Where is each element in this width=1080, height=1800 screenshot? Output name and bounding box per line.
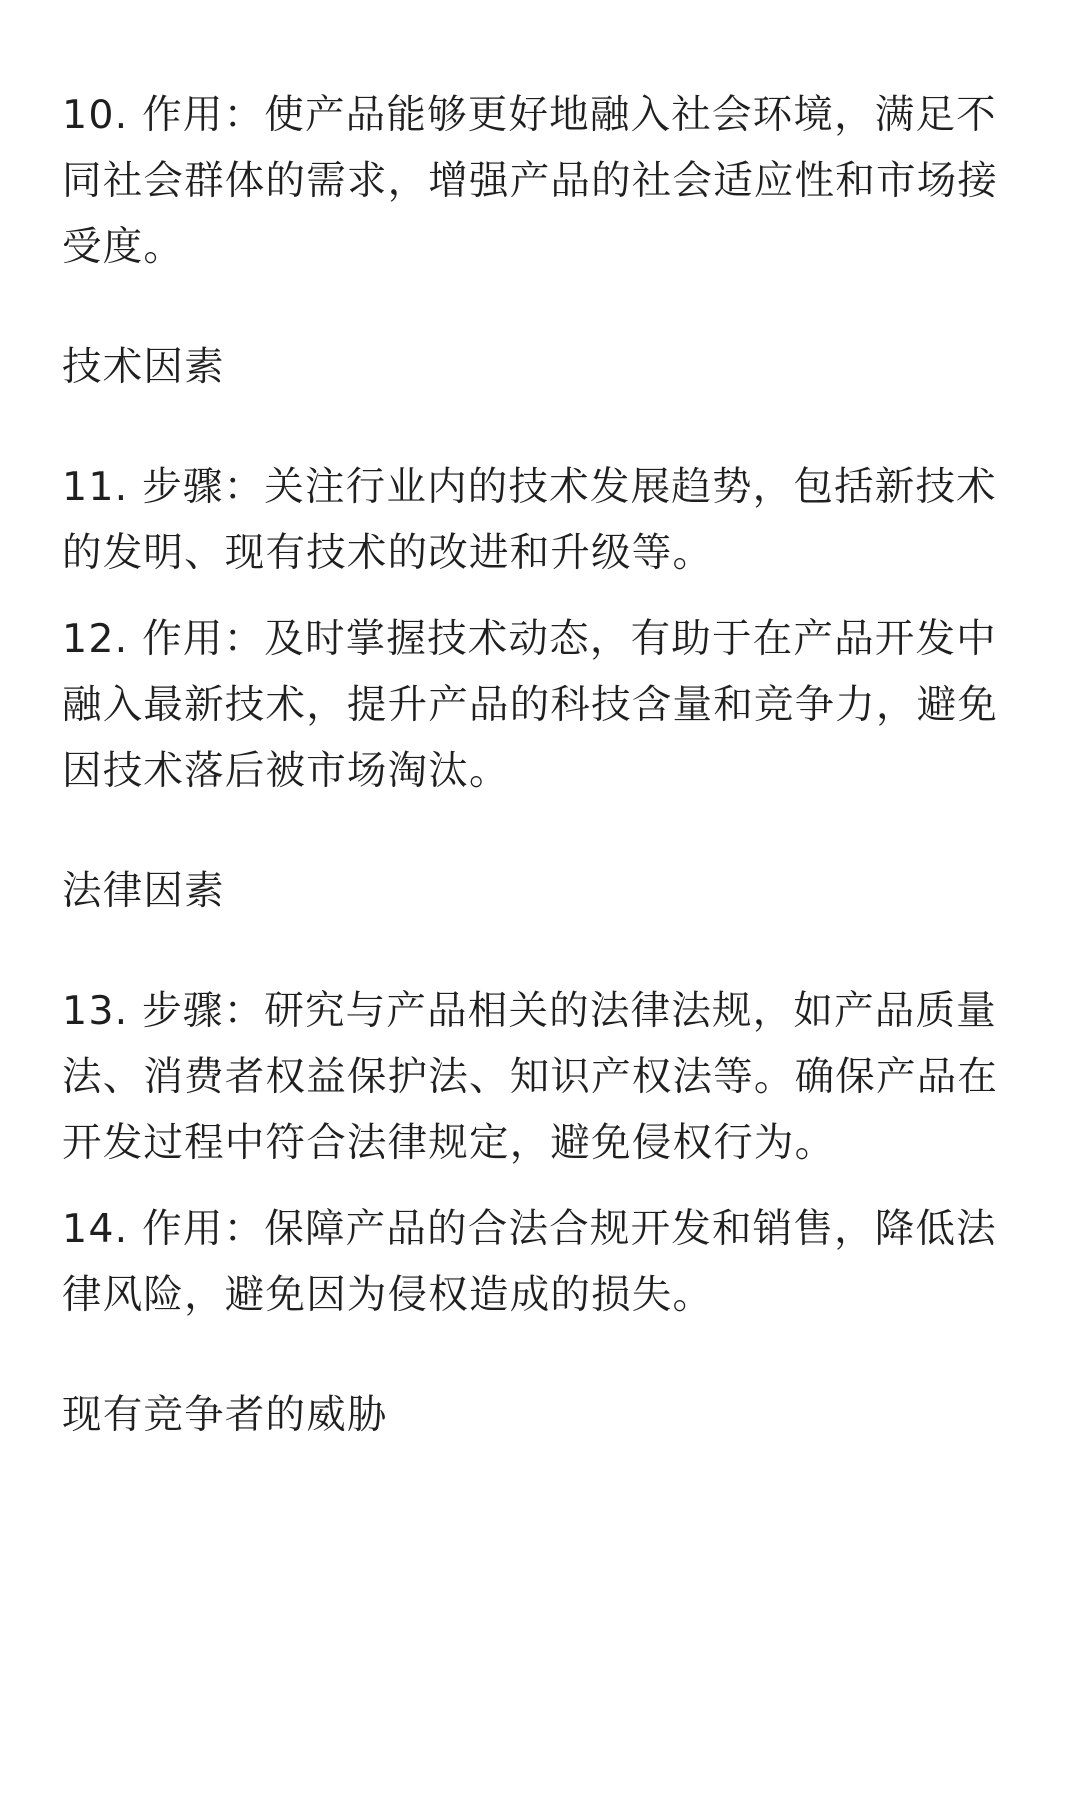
paragraph-11-tech-step: 11. 步骤：关注行业内的技术发展趋势，包括新技术的发明、现有技术的改进和升级等。	[62, 464, 997, 576]
paragraph-10-social-role: 10. 作用：使产品能够更好地融入社会环境，满足不同社会群体的需求，增强产品的社会适应性和市场接受度。	[62, 92, 999, 270]
section-heading-existing-competitors: 现有竞争者的威胁	[62, 1392, 388, 1438]
paragraph-13-legal-step: 13. 步骤：研究与产品相关的法律法规，如产品质量法、消费者权益保护法、知识产权法等。确保产品在开发过程中符合法律规定，避免侵权行为。	[62, 988, 999, 1166]
paragraph-12-tech-role: 12. 作用：及时掌握技术动态，有助于在产品开发中融入最新技术，提升产品的科技含量和竞争力，避免因技术落后被市场淘汰。	[62, 616, 999, 794]
paragraph-14-legal-role: 14. 作用：保障产品的合法合规开发和销售，降低法律风险，避免因为侵权造成的损失。	[62, 1206, 997, 1318]
section-heading-technology: 技术因素	[62, 344, 225, 390]
section-heading-legal: 法律因素	[62, 868, 225, 914]
